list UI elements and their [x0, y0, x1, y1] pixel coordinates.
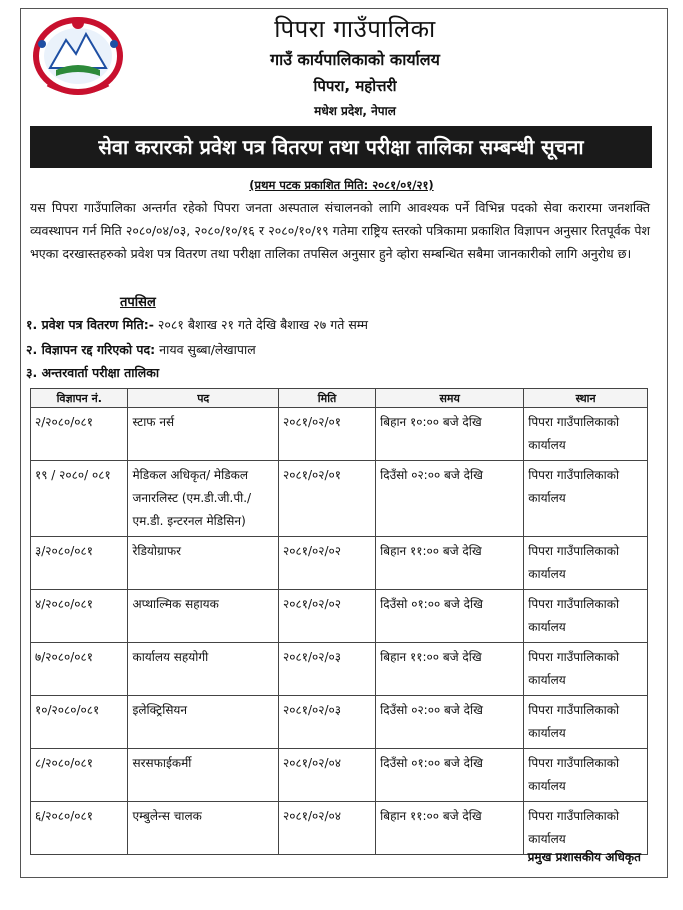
cell-post: स्टाफ नर्स: [128, 408, 279, 461]
published-date-text: (प्रथम पटक प्रकाशित मिति: २०८१/०१/२१): [249, 178, 434, 192]
col-header-ad-no: विज्ञापन नं.: [31, 389, 128, 408]
cell-post: सरसफाईकर्मी: [128, 749, 279, 802]
cell-venue: पिपरा गाउँपालिकाको कार्यालय: [524, 696, 648, 749]
table-row: [31, 537, 648, 590]
item-label: ३. अन्तरवार्ता परीक्षा तालिका: [26, 365, 160, 380]
cell-date: २०८१/०२/०३: [278, 643, 375, 696]
cell-ad-no: ३/२०८०/०८१: [31, 537, 128, 590]
signatory-title: प्रमुख प्रशासकीय अधिकृत: [527, 850, 641, 864]
table-row: [31, 590, 648, 643]
cell-venue: पिपरा गाउँपालिकाको कार्यालय: [524, 749, 648, 802]
cell-date: २०८१/०२/०४: [278, 802, 375, 855]
cell-post: इलेक्ट्रिसियन: [128, 696, 279, 749]
tapsil-heading: तपसिल: [120, 295, 156, 310]
cell-post: मेडिकल अधिकृत/ मेडिकल जनारलिस्ट (एम.डी.जी.पी./एम.डी. इन्टरनल मेडिसिन): [128, 461, 279, 537]
nepal-government-emblem-icon: [28, 10, 128, 98]
cell-venue: पिपरा गाउँपालिकाको कार्यालय: [524, 537, 648, 590]
cell-venue: पिपरा गाउँपालिकाको कार्यालय: [524, 590, 648, 643]
cell-time: दिउँसो ०२:०० बजे देखि: [376, 696, 524, 749]
cell-date: २०८१/०२/०३: [278, 696, 375, 749]
cell-time: दिउँसो ०१:०० बजे देखि: [376, 590, 524, 643]
cell-venue: पिपरा गाउँपालिकाको कार्यालय: [524, 461, 648, 537]
cell-post: कार्यालय सहयोगी: [128, 643, 279, 696]
cell-ad-no: ८/२०८०/०८१: [31, 749, 128, 802]
table-row: [31, 696, 648, 749]
notice-title: सेवा करारको प्रवेश पत्र वितरण तथा परीक्षा तालिका सम्बन्धी सूचना: [30, 126, 652, 168]
cell-time: दिउँसो ०१:०० बजे देखि: [376, 749, 524, 802]
cell-ad-no: १९ / २०८०/ ०८१: [31, 461, 128, 537]
col-header-time: समय: [376, 389, 524, 408]
col-header-date: मिति: [278, 389, 375, 408]
published-date: [0, 178, 683, 193]
cell-ad-no: १०/२०८०/०८१: [31, 696, 128, 749]
province-name: मधेश प्रदेश, नेपाल: [314, 104, 396, 118]
col-header-post: पद: [128, 389, 279, 408]
cell-time: दिउँसो ०२:०० बजे देखि: [376, 461, 524, 537]
cell-venue: पिपरा गाउँपालिकाको कार्यालय: [524, 408, 648, 461]
cell-post: रेडियोग्राफर: [128, 537, 279, 590]
table-row: [31, 802, 648, 855]
municipality-name: पिपरा गाउँपालिका: [274, 15, 436, 43]
exam-schedule-table: [30, 388, 648, 855]
list-item-admit-card-date: [26, 316, 368, 333]
list-item-interview-schedule: [26, 364, 159, 381]
cell-ad-no: ६/२०८०/०८१: [31, 802, 128, 855]
cell-date: २०८१/०२/०२: [278, 590, 375, 643]
item-value: २०८१ बैशाख २१ गते देखि बैशाख २७ गते सम्म: [153, 317, 369, 332]
office-name: गाउँ कार्यपालिकाको कार्यालय: [270, 50, 440, 69]
cell-date: २०८१/०२/०१: [278, 408, 375, 461]
col-header-venue: स्थान: [524, 389, 648, 408]
cell-date: २०८१/०२/०४: [278, 749, 375, 802]
cell-venue: पिपरा गाउँपालिकाको कार्यालय: [524, 643, 648, 696]
item-value: नायव सुब्बा/लेखापाल: [155, 342, 256, 357]
cell-ad-no: २/२०८०/०८१: [31, 408, 128, 461]
cell-time: बिहान ११:०० बजे देखि: [376, 802, 524, 855]
office-address: पिपरा, महोत्तरी: [313, 77, 397, 95]
cell-venue: पिपरा गाउँपालिकाको कार्यालय: [524, 802, 648, 855]
item-label: २. विज्ञापन रद्द गरिएको पद:: [26, 342, 156, 357]
notice-body: यस पिपरा गाउँपालिका अन्तर्गत रहेको पिपरा जनता अस्पताल संचालनको लागि आवश्यक पर्ने विभिन्न पदको सेवा करारमा जनशक्ति व्यवस्थापन गर्न मिति २०८०/०४/०३, २०८०/१०/१६ र २०८०/१०/१९ गतेमा राष्ट्रिय स्तरको पत्रिकामा प्रकाशित विज्ञापन अनुसार रितपूर्वक पेश भएका दरखास्तहरुको प्रवेश पत्र वितरण तथा परीक्षा तालिका तपसिल अनुसार हुने व्होरा सम्बन्धित सबैमा जानकारीको लागि अनुरोध छ।: [30, 200, 650, 261]
cell-time: बिहान ११:०० बजे देखि: [376, 537, 524, 590]
table-row: [31, 749, 648, 802]
item-label: १. प्रवेश पत्र वितरण मिति:-: [26, 317, 154, 332]
cell-post: एम्बुलेन्स चालक: [128, 802, 279, 855]
list-item-cancelled-post: [26, 341, 256, 358]
table-header-row: [31, 389, 648, 408]
cell-time: बिहान १०:०० बजे देखि: [376, 408, 524, 461]
table-row: [31, 643, 648, 696]
cell-ad-no: ७/२०८०/०८१: [31, 643, 128, 696]
cell-post: अप्थाल्मिक सहायक: [128, 590, 279, 643]
cell-date: २०८१/०२/०१: [278, 461, 375, 537]
table-row: [31, 461, 648, 537]
cell-ad-no: ४/२०८०/०८१: [31, 590, 128, 643]
table-row: [31, 408, 648, 461]
cell-time: बिहान ११:०० बजे देखि: [376, 643, 524, 696]
cell-date: २०८१/०२/०२: [278, 537, 375, 590]
